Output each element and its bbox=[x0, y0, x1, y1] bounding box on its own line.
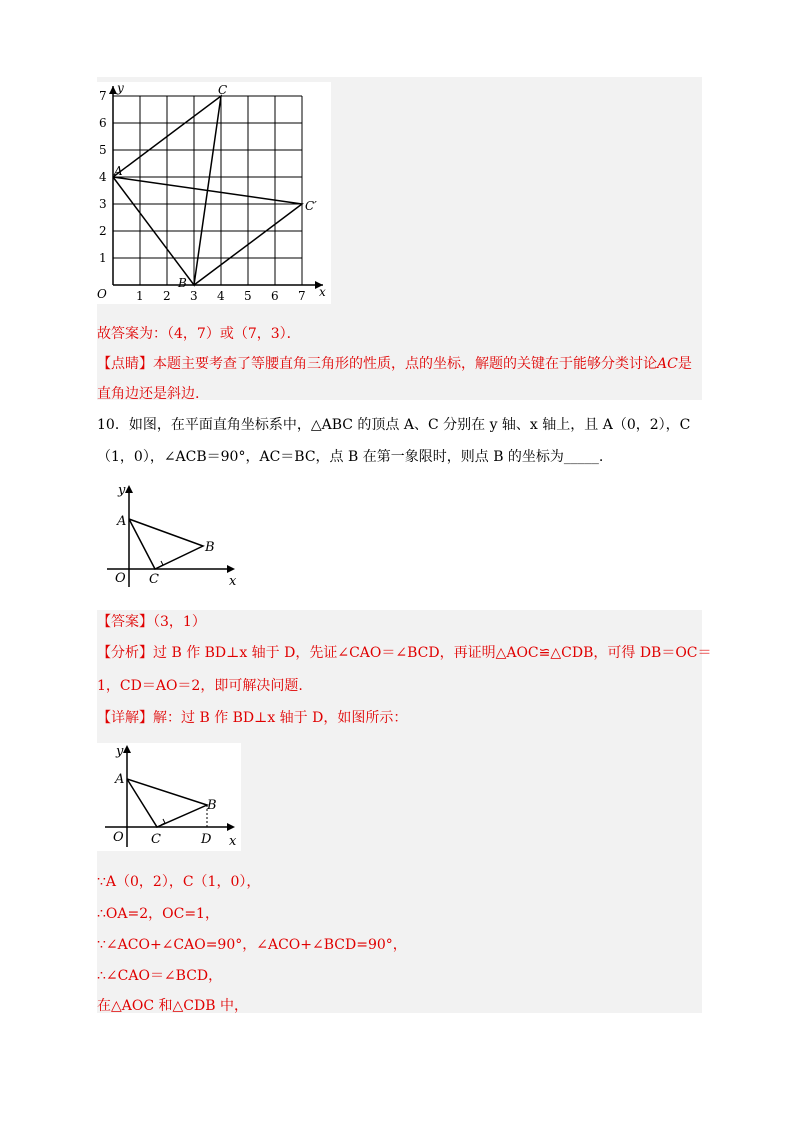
triangle-abc bbox=[129, 519, 203, 569]
y-tick-5: 5 bbox=[99, 143, 107, 157]
detail-tag: 【详解】 bbox=[97, 710, 153, 726]
y-tick-6: 6 bbox=[99, 116, 107, 130]
detail-line bbox=[97, 708, 407, 728]
fig2-y-label: y bbox=[116, 744, 124, 759]
point-label-c: C bbox=[218, 83, 228, 97]
point-label-b: B bbox=[178, 276, 187, 290]
analysis-line-1 bbox=[97, 643, 712, 663]
x-axis-arrow bbox=[227, 565, 235, 573]
y-tick-1: 1 bbox=[99, 251, 107, 265]
y-axis-arrow bbox=[123, 745, 131, 753]
fig2-x-label: x bbox=[229, 834, 237, 849]
fig2-origin-label: O bbox=[113, 830, 124, 845]
comment-line-1 bbox=[97, 354, 692, 374]
step-5: 在△AOC 和△CDB 中， bbox=[97, 998, 248, 1014]
question-figure bbox=[99, 479, 243, 591]
question-line-2: （1，0），∠ACB＝90°，AC＝BC，点 B 在第一象限时，则点 B 的坐标为_____. bbox=[97, 449, 604, 465]
y-tick-2: 2 bbox=[99, 224, 107, 238]
axis-y-label: y bbox=[117, 82, 124, 95]
fig2-label-c: C bbox=[151, 832, 161, 847]
fig2-label-d: D bbox=[201, 832, 212, 847]
fig1-label-c: C bbox=[149, 572, 159, 587]
fig1-y-label: y bbox=[118, 483, 126, 498]
x-tick-4: 4 bbox=[217, 289, 225, 303]
grid-figure bbox=[97, 82, 331, 304]
x-tick-7: 7 bbox=[298, 289, 306, 303]
axis-x-label: x bbox=[319, 285, 326, 299]
fig1-label-b: B bbox=[205, 540, 215, 555]
answer-tag: 【答案】 bbox=[97, 614, 153, 630]
fig1-x-label: x bbox=[229, 574, 237, 589]
analysis-line-2: 1，CD＝AO＝2，即可解决问题. bbox=[97, 678, 303, 694]
y-tick-7: 7 bbox=[99, 89, 107, 103]
question-figure-svg bbox=[99, 479, 243, 591]
y-tick-3: 3 bbox=[99, 197, 107, 211]
triangles bbox=[113, 96, 302, 285]
question-line-1: 10．如图，在平面直角坐标系中，△ABC 的顶点 A、C 分别在 y 轴、x 轴上，且 A（0，2），C bbox=[97, 417, 691, 433]
step-2: ∴OA=2，OC=1， bbox=[97, 906, 219, 922]
fig2-label-a: A bbox=[115, 772, 125, 787]
fig1-label-a: A bbox=[117, 514, 127, 529]
y-axis-arrow bbox=[125, 485, 133, 493]
x-tick-6: 6 bbox=[271, 289, 279, 303]
comment-line-2: 直角边还是斜边. bbox=[97, 386, 200, 402]
comment-italic: AC bbox=[657, 356, 678, 372]
grid-figure-svg bbox=[97, 82, 331, 304]
x-tick-2: 2 bbox=[163, 289, 171, 303]
step-3: ∵∠ACO+∠CAO=90°，∠ACO+∠BCD=90°， bbox=[97, 937, 407, 953]
answer-result-line bbox=[97, 612, 206, 632]
answer-line: 故答案为：（4，7）或（7，3）． bbox=[97, 326, 301, 342]
point-label-a: A bbox=[114, 164, 123, 178]
x-tick-5: 5 bbox=[244, 289, 252, 303]
analysis-tag: 【分析】 bbox=[97, 645, 153, 661]
origin-label: O bbox=[97, 287, 107, 301]
step-4: ∴∠CAO＝∠BCD， bbox=[97, 968, 223, 984]
y-axis-arrow bbox=[109, 86, 117, 94]
comment-text-1: 本题主要考查了等腰直角三角形的性质，点的坐标，解题的关键在于能够分类讨论 bbox=[153, 356, 657, 372]
answer-text: （3，1） bbox=[153, 614, 206, 630]
detail-figure bbox=[97, 743, 241, 851]
fig1-origin-label: O bbox=[115, 571, 126, 586]
x-tick-3: 3 bbox=[190, 289, 198, 303]
point-label-c-prime: C′ bbox=[305, 199, 317, 213]
analysis-text-1: 过 B 作 BD⊥x 轴于 D，先证∠CAO＝∠BCD，再证明△AOC≌△CDB，可得 DB＝OC＝ bbox=[153, 645, 712, 661]
detail-figure-svg bbox=[97, 743, 241, 851]
comment-text-2: 是 bbox=[677, 356, 692, 372]
step-1: ∵A（0，2），C（1，0）， bbox=[97, 874, 261, 890]
triangle-abc bbox=[127, 779, 207, 827]
comment-tag: 【点睛】 bbox=[97, 356, 153, 372]
y-tick-4: 4 bbox=[99, 170, 107, 184]
x-axis-arrow bbox=[227, 823, 235, 831]
detail-text: 解：过 B 作 BD⊥x 轴于 D，如图所示： bbox=[153, 710, 408, 726]
x-tick-1: 1 bbox=[136, 289, 144, 303]
fig2-label-b: B bbox=[207, 798, 217, 813]
